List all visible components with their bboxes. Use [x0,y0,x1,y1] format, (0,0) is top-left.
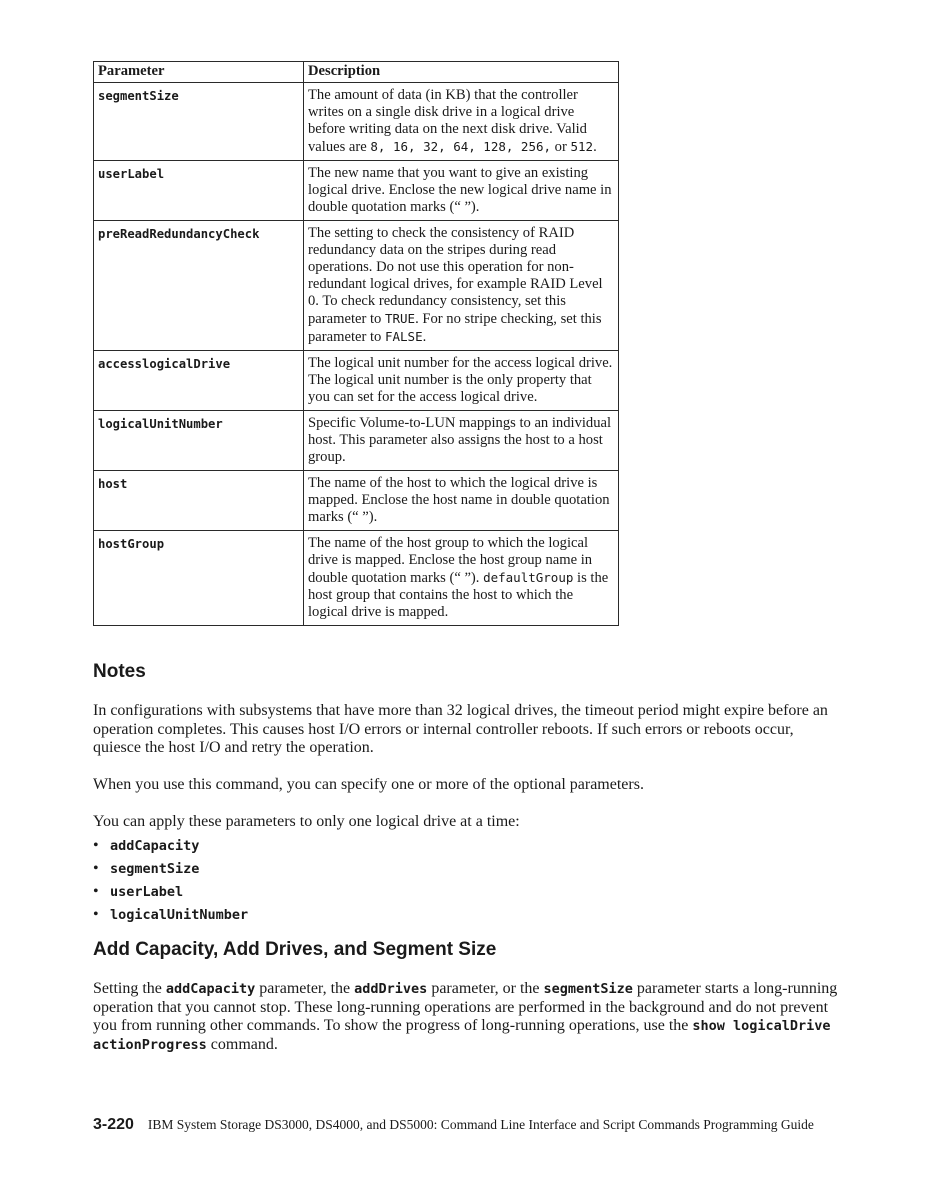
inline-code: FALSE [384,329,423,344]
parameter-description [304,411,619,471]
bullet-code: addCapacity [110,838,200,854]
table-row [94,411,619,471]
parameter-name: segmentSize [94,83,304,161]
parameter-bullet-list [93,836,248,928]
parameter-table [93,61,619,626]
bullet-code: segmentSize [110,861,200,877]
header-description: Description [304,62,619,83]
table-row [94,351,619,411]
parameter-name: accesslogicalDrive [94,351,304,411]
table-row [94,161,619,221]
table-row [94,471,619,531]
parameter-name: userLabel [94,161,304,221]
table-body [94,83,619,626]
text-run: parameter, the [255,980,355,997]
inline-code: defaultGroup [483,570,574,585]
text-run: The amount of data (in KB) that the controller writes on a single disk drive in a logical drive before writing data on the next disk drive. Valid values are [308,87,587,155]
inline-code: 512 [570,139,594,154]
notes-paragraph-3: You can apply these parameters to only one logical drive at a time: [93,813,520,830]
parameter-description [304,221,619,351]
inline-code: TRUE [384,311,416,326]
inline-code: show logicalDrive actionProgress [93,1018,831,1053]
text-run: . For no stripe checking, set this parameter to [308,311,602,345]
section-heading: Add Capacity, Add Drives, and Segment Size [93,939,497,960]
text-run: . [422,329,427,345]
text-run: or [551,139,571,155]
inline-code: addDrives [354,981,428,997]
list-item: • logicalUnitNumber [93,906,249,923]
text-run: Specific Volume-to-LUN mappings to an individual host. This parameter also assigns the host to a host group. [308,415,612,465]
notes-paragraph-1: In configurations with subsystems that have more than 32 logical drives, the timeout period might expire before an operation completes. This causes host I/O errors or internal controller reboots. If such errors or reboots occur, quiesce the host I/O and retry the operation. [93,702,828,756]
parameter-description [304,161,619,221]
table-row [94,83,619,161]
text-run: parameter, or the [427,980,544,997]
parameter-name: logicalUnitNumber [94,411,304,471]
text-run: Setting the [93,980,166,997]
inline-code: addCapacity [165,981,256,997]
parameter-description [304,531,619,626]
section-paragraph [93,980,838,1054]
parameter-name: host [94,471,304,531]
text-run: . [593,139,597,155]
list-item: • segmentSize [93,860,200,877]
text-run: The name of the host group to which the logical drive is mapped. Enclose the host group name in double quotation marks (“ ”). [308,535,593,586]
bullet-code: logicalUnitNumber [110,907,249,923]
parameter-description [304,83,619,161]
footer-title: IBM System Storage DS3000, DS4000, and DS5000: Command Line Interface and Script Commands Programming Guide [147,1117,814,1132]
parameter-description [304,351,619,411]
text-run: is the host group that contains the host to which the logical drive is mapped. [308,570,609,620]
parameter-name: preReadRedundancyCheck [94,221,304,351]
bullet-code: userLabel [110,884,184,900]
notes-heading: Notes [93,661,146,682]
text-run: The new name that you want to give an existing logical drive. Enclose the new logical drive name in double quotation marks (“ ”). [308,165,612,215]
inline-code: segmentSize [543,981,633,997]
list-item: • addCapacity [93,837,200,854]
table-row [94,531,619,626]
text-run: The logical unit number for the access logical drive. The logical unit number is the only property that you can set for the access logical drive. [308,355,613,405]
text-run: The name of the host to which the logical drive is mapped. Enclose the host name in double quotation marks (“ ”). [308,475,610,525]
parameter-name: hostGroup [94,531,304,626]
notes-paragraph-2: When you use this command, you can specify one or more of the optional parameters. [93,776,644,793]
list-item: • userLabel [93,883,184,900]
text-run: The setting to check the consistency of RAID redundancy data on the stripes during read operations. Do not use this operation for non-redundant logical drives, for example RAID Level 0. To check redundancy consistency, set this parameter to [308,225,603,327]
parameter-description [304,471,619,531]
inline-code: 8, 16, 32, 64, 128, 256, [370,139,552,154]
page-number: 3-220 [93,1116,134,1133]
header-parameter: Parameter [94,62,304,83]
table-row [94,221,619,351]
text-run: command. [206,1035,278,1053]
table-header-row [94,62,619,83]
page-footer [93,1116,853,1134]
text-run: parameter starts a long-running operation that you cannot stop. These long-running operations are performed in the background and do not prevent you from running other commands. To show the progress of long-running operations, use the [93,980,838,1034]
